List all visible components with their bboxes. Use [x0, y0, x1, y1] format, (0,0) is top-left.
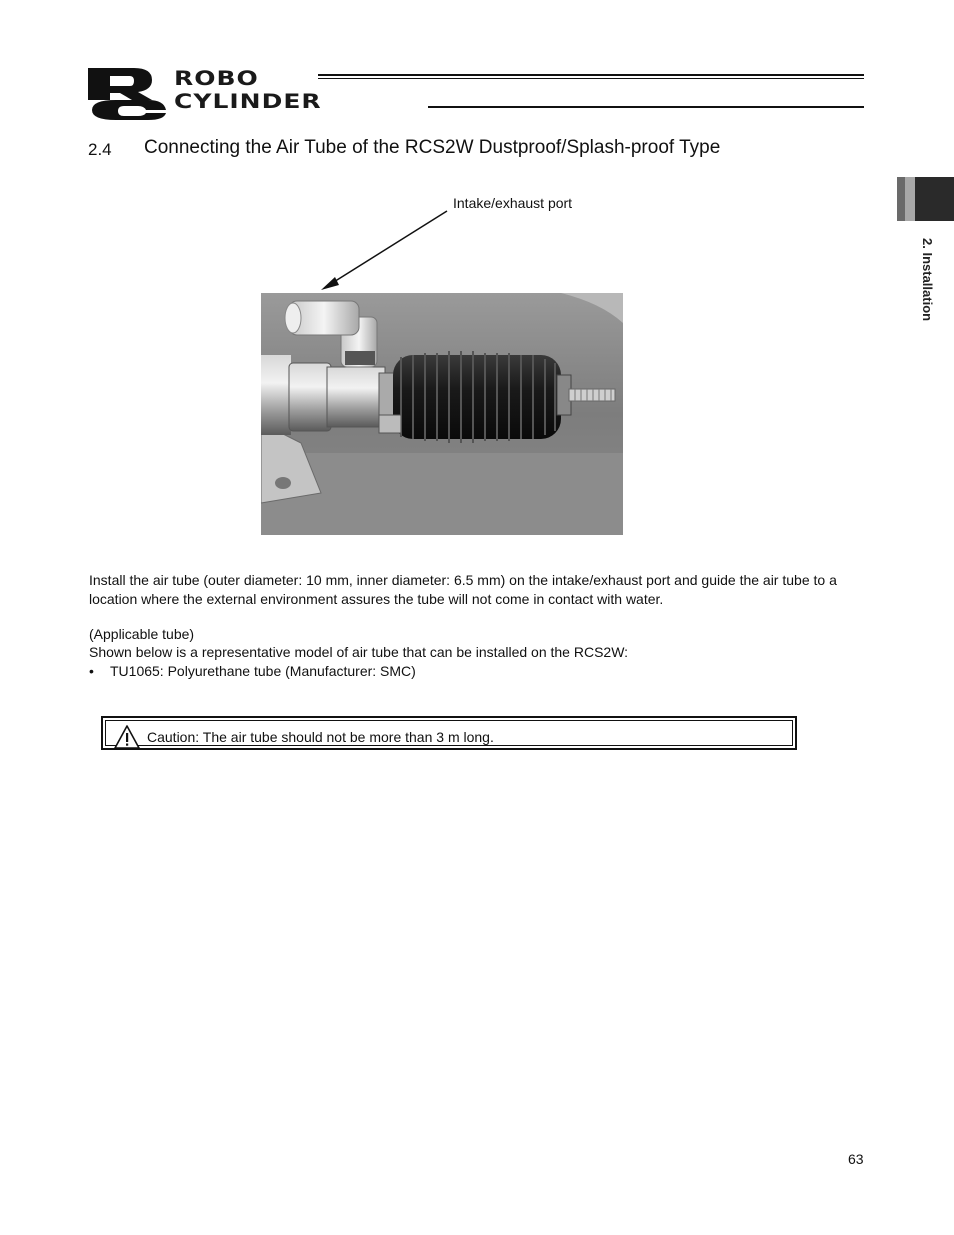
header-rule-bottom [428, 106, 864, 108]
warning-triangle-icon [114, 725, 140, 749]
logo-word-cylinder: CYLINDER [174, 90, 322, 113]
page-number: 63 [848, 1151, 864, 1167]
figure-callout-label: Intake/exhaust port [453, 195, 573, 211]
chapter-side-tab [897, 177, 954, 221]
header-rule-top-1 [318, 74, 864, 76]
applicable-tube-model: TU1065: Polyurethane tube (Manufacturer: SMC) [110, 663, 416, 679]
callout-arrow [315, 205, 455, 295]
header-rule-top-2 [318, 78, 864, 79]
applicable-tube-heading: (Applicable tube) [89, 626, 195, 642]
section-number: 2.4 [88, 140, 112, 159]
applicable-tube-intro: Shown below is a representative model of air tube that can be installed on the RCS2W: [89, 644, 629, 660]
install-instructions-paragraph: Install the air tube (outer diameter: 10 mm, inner diameter: 6.5 mm) on the intake/exhaust port and guide the air tube to a location where the external environment assures the tube will not come in contact with water. [89, 572, 837, 607]
logo-word-robo: ROBO [174, 67, 259, 90]
rcs2w-actuator-photo [261, 293, 623, 535]
caution-box [101, 716, 797, 750]
bullet-marker: • [89, 663, 94, 679]
section-title: Connecting the Air Tube of the RCS2W Dustproof/Splash-proof Type [144, 137, 721, 158]
chapter-side-label [915, 238, 939, 348]
chapter-side-label-text: 2. Installation [920, 238, 935, 322]
rc-logo-mark [86, 66, 172, 120]
caution-text: Caution: The air tube should not be more than 3 m long. [147, 729, 494, 745]
